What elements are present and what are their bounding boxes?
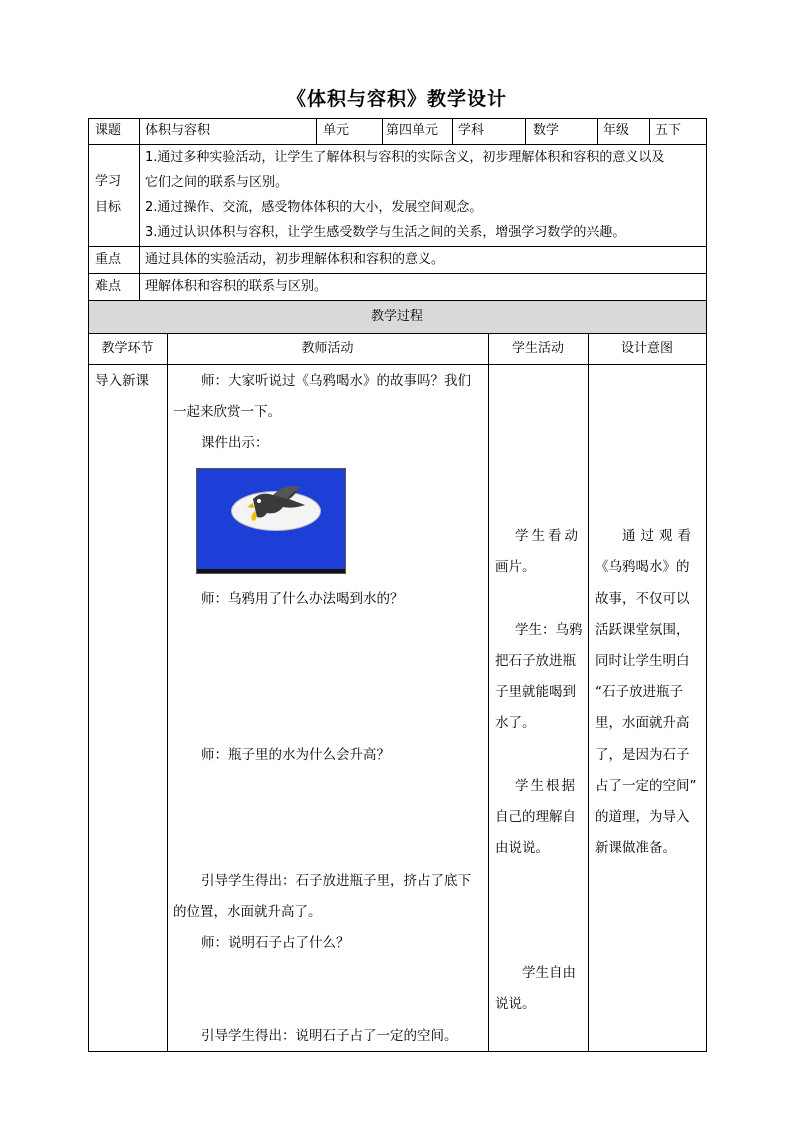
intent-6: “石子放进瓶子 (595, 684, 683, 700)
teacher-line-9: 引导学生得出：说明石子占了一定的空间。 (201, 1028, 458, 1044)
stage-name: 导入新课 (95, 373, 149, 389)
subject-label: 学科 (458, 123, 485, 138)
crow-slide-image (196, 468, 346, 574)
teacher-line-8: 师：说明石子占了什么？ (201, 935, 350, 951)
intent-4: 活跃课堂氛围， (595, 622, 690, 638)
unit-label: 单元 (323, 123, 350, 138)
teacher-line-3: 课件出示： (201, 435, 269, 451)
key-point-text: 通过具体的实验活动，初步理解体积和容积的意义。 (145, 252, 445, 267)
intent-11: 新课做准备。 (595, 840, 676, 856)
topic-value: 体积与容积 (145, 123, 211, 138)
intent-8: 了，是因为石子 (595, 747, 690, 763)
topic-label: 课题 (95, 123, 122, 138)
page-title: 《体积与容积》教学设计 (286, 88, 507, 110)
intent-7: 里，水面就升高 (595, 715, 690, 731)
difficulty-label: 难点 (95, 279, 122, 294)
student-a2: 画片。 (495, 559, 536, 575)
student-a1: 学生看动 (515, 528, 581, 544)
key-point-label: 重点 (95, 252, 122, 267)
intent-3: 故事，不仅可以 (595, 591, 690, 607)
goals-label-2: 目标 (95, 200, 122, 215)
student-b2: 把石子放进瓶 (495, 653, 576, 669)
student-c2: 自己的理解自 (495, 809, 576, 825)
goal-line-3: 2.通过操作、交流，感受物体体积的大小，发展空间观念。 (145, 200, 483, 215)
teacher-line-6: 引导学生得出：石子放进瓶子里，挤占了底下 (201, 873, 471, 889)
teacher-line-4: 师：乌鸦用了什么办法喝到水的？ (201, 591, 404, 607)
unit-value: 第四单元 (386, 123, 439, 138)
teacher-line-7: 的位置，水面就升高了。 (173, 904, 322, 920)
student-b1: 学生：乌鸦 (515, 622, 583, 638)
col-student: 学生活动 (511, 341, 564, 356)
intent-9: 占了一定的空间” (595, 778, 697, 794)
process-heading: 教学过程 (370, 309, 423, 324)
intent-10: 的道理，为导入 (595, 809, 690, 825)
difficulty-text: 理解体积和容积的联系与区别。 (145, 279, 328, 294)
goal-line-1: 1.通过多种实验活动，让学生了解体积与容积的实际含义，初步理解体积和容积的意义以及 (145, 150, 665, 165)
student-b3: 子里就能喝到 (495, 684, 576, 700)
teacher-line-1: 师：大家听说过《乌鸦喝水》的故事吗？我们 (201, 373, 471, 389)
student-d2: 说说。 (495, 996, 536, 1012)
grade-value: 五下 (655, 123, 682, 138)
student-b4: 水了。 (495, 715, 536, 731)
grade-label: 年级 (603, 123, 630, 138)
student-c3: 由说说。 (495, 840, 549, 856)
intent-5: 同时让学生明白 (595, 653, 690, 669)
student-d1: 学生自由 (522, 965, 576, 981)
col-stage: 教学环节 (101, 341, 154, 356)
student-c1: 学生根据 (515, 778, 577, 794)
col-intent: 设计意图 (620, 341, 673, 356)
goals-label-1: 学习 (95, 174, 122, 189)
teacher-line-5: 师：瓶子里的水为什么会升高？ (201, 747, 390, 763)
crow-icon (197, 469, 345, 573)
subject-value: 数学 (533, 123, 560, 138)
col-teacher: 教师活动 (301, 341, 354, 356)
goal-line-2: 它们之间的联系与区别。 (145, 175, 289, 190)
intent-1: 通过观看 (622, 528, 696, 544)
slide-bottom-bar (197, 569, 345, 573)
goal-line-4: 3.通过认识体积与容积，让学生感受数学与生活之间的关系，增强学习数学的兴趣。 (145, 225, 626, 240)
intent-2: 《乌鸦喝水》的 (595, 559, 690, 575)
teacher-line-2: 一起来欣赏一下。 (173, 404, 281, 420)
